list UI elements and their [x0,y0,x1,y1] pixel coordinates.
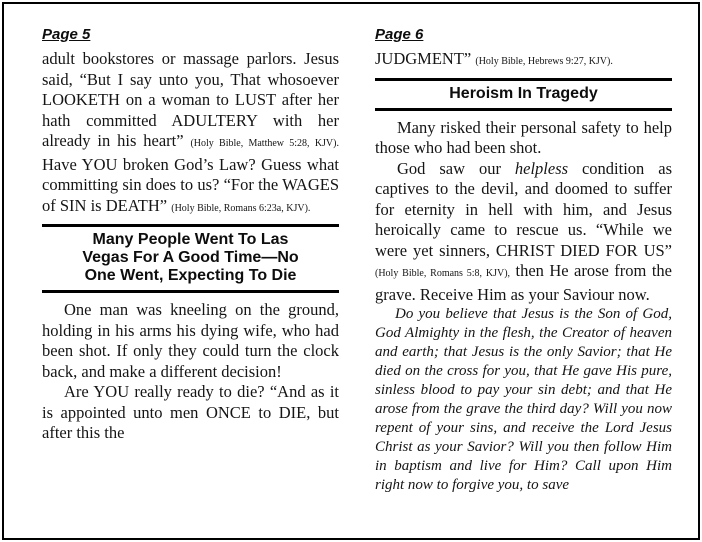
body-text: condition as captives to the devil, and doomed to suffer for eternity in hell with him, and Jesus heroically came to rescue us. “While we were yet sinners, CHRIST DIED FOR US” [375,158,672,260]
page-6-header: Page 6 [375,26,424,43]
scripture-citation: (Holy Bible, Romans 6:23a, KJV). [171,202,311,214]
body-text: adult bookstores or massage parlors. Jesus said, “But I say unto you, That whosoever LOOKETH on a woman to LUST after her hath committed ADULTERY with her already in his heart” [42,49,339,150]
page-5 [42,26,339,538]
page-5-header: Page 5 [42,26,91,43]
page-5-paragraph-2: One man was kneeling on the ground, holding in his arms his dying wife, who had been shot. If only they could turn the clock back, and make a different decision! [42,300,339,381]
scripture-citation: (Holy Bible, Romans 5:8, KJV), [375,268,511,279]
page-6-paragraph-1 [375,49,672,73]
two-page-layout [4,4,698,538]
page-6-paragraph-2: Many risked their personal safety to help those who had been shot. [375,117,672,157]
heading-line: Vegas For A Good Time—No [82,249,299,266]
heading-line: Heroism In Tragedy [449,84,598,102]
body-text: JUDGMENT” [375,49,476,68]
section-heading-las-vegas [42,224,339,293]
page-6-paragraph-3 [375,159,672,306]
heading-line: Many People Went To Las [92,231,289,248]
page-5-paragraph-1 [42,49,339,219]
section-heading-heroism [375,78,672,111]
emphasized-word: helpless [514,158,569,178]
page-6 [375,26,672,538]
scripture-citation: (Holy Bible, Hebrews 9:27, KJV). [475,56,613,67]
page-5-paragraph-3: Are YOU really ready to die? “And as it is appointed unto men ONCE to DIE, but after this the [42,382,339,442]
scripture-citation: (Holy Bible, Matthew 5:28, KJV). [190,138,339,149]
body-text: Have YOU broken God’s Law? Guess what committing sin does to us? “For the WAGES of SIN is DEATH” [42,154,339,215]
heading-line: One Went, Expecting To Die [84,267,297,284]
body-text: then He arose from the grave. Receive Him as your Saviour now. [375,261,672,304]
page-6-invitation-paragraph: Do you believe that Jesus is the Son of God, God Almighty in the flesh, the Creator of heaven and earth; that Jesus is the only Savior; that He died on the cross for you, that He gave His pure, sinless blood to pay your sin debt; and that He arose from the grave the third day? Will you now repent of your sins, and receive the Lord Jesus Christ as your Savior? Will you then follow Him in baptism and live for Him? Call upon Him right now to forgive you, to save [375,306,672,493]
body-text: God saw our [397,158,515,178]
